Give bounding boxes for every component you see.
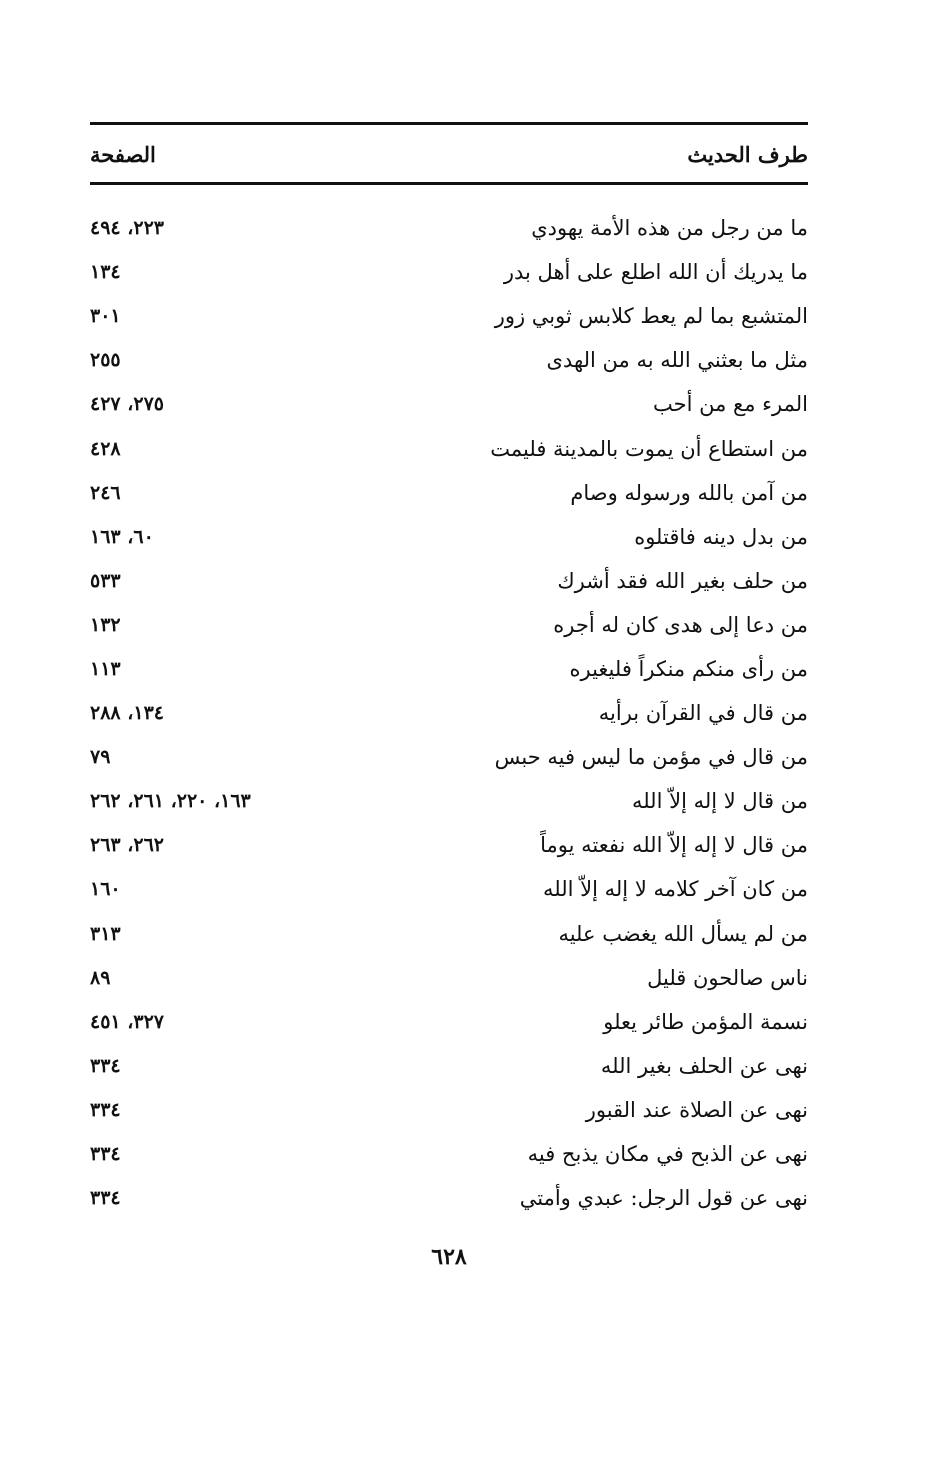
page-refs: ٢٢٣، ٤٩٤ [90, 217, 164, 240]
index-row [90, 603, 808, 647]
hadith-text: من دعا إلى هدى كان له أجره [553, 612, 808, 637]
page-refs: ١١٣ [90, 657, 121, 680]
page-refs: ٣٣٤ [90, 1187, 121, 1210]
page-refs: ٣٢٧، ٤٥١ [90, 1010, 164, 1033]
index-row [90, 823, 808, 867]
page-refs: ٥٣٣ [90, 569, 121, 592]
hadith-text: من قال لا إله إلاّ الله نفعته يوماً [540, 833, 808, 858]
index-row [90, 206, 808, 250]
page-refs: ٣٠١ [90, 305, 121, 328]
index-row [90, 338, 808, 382]
hadith-text: نهى عن الحلف بغير الله [600, 1053, 808, 1078]
hadith-text: ناس صالحون قليل [647, 965, 808, 990]
index-row [90, 912, 808, 956]
page-number: ٦٢٨ [431, 1244, 467, 1270]
header-rule [90, 182, 808, 185]
page-refs: ١٣٢ [90, 613, 121, 636]
index-row [90, 426, 808, 470]
page-refs: ٢٤٦ [90, 481, 121, 504]
index-row [90, 647, 808, 691]
index-row [90, 779, 808, 823]
hadith-text: من بدل دينه فاقتلوه [634, 524, 808, 549]
hadith-text: نهى عن الذبح في مكان يذبح فيه [527, 1142, 808, 1167]
index-row [90, 382, 808, 426]
hadith-text: ما يدريك أن الله اطلع على أهل بدر [503, 260, 808, 285]
index-row [90, 1088, 808, 1132]
table-header [90, 136, 808, 172]
hadith-text: نسمة المؤمن طائر يعلو [603, 1009, 808, 1034]
page-refs: ٧٩ [90, 746, 111, 769]
index-list [90, 206, 808, 1220]
page-refs: ١٣٤ [90, 261, 121, 284]
hadith-text: من استطاع أن يموت بالمدينة فليمت [490, 436, 808, 461]
index-row [90, 471, 808, 515]
page-column-header: الصفحة [90, 141, 156, 167]
hadith-text: نهى عن قول الرجل: عبدي وأمتي [519, 1186, 808, 1211]
page-refs: ٤٢٨ [90, 437, 121, 460]
page-refs: ٢٧٥، ٤٢٧ [90, 393, 164, 416]
index-row [90, 956, 808, 1000]
index-row [90, 1176, 808, 1220]
index-row [90, 1044, 808, 1088]
index-row [90, 559, 808, 603]
page-refs: ٣١٣ [90, 922, 121, 945]
top-rule [90, 122, 808, 125]
hadith-text: من لم يسأل الله يغضب عليه [558, 921, 808, 946]
index-row [90, 1132, 808, 1176]
page-refs: ١٣٤، ٢٨٨ [90, 702, 164, 725]
index-row [90, 691, 808, 735]
hadith-text: المرء مع من أحب [653, 392, 808, 417]
index-row [90, 250, 808, 294]
index-row [90, 867, 808, 911]
hadith-text: من قال لا إله إلاّ الله [631, 789, 808, 814]
page-refs: ١٦٠ [90, 878, 121, 901]
index-row [90, 735, 808, 779]
hadith-text: من رأى منكم منكراً فليغيره [569, 656, 808, 681]
page-refs: ٦٠، ١٦٣ [90, 525, 154, 548]
index-row [90, 515, 808, 559]
page-refs: ٢٥٥ [90, 349, 121, 372]
page-refs: ٣٣٤ [90, 1098, 121, 1121]
hadith-column-header: طرف الحديث [687, 141, 808, 167]
hadith-text: من آمن بالله ورسوله وصام [570, 480, 808, 505]
page-refs: ٣٣٤ [90, 1143, 121, 1166]
hadith-text: من كان آخر كلامه لا إله إلاّ الله [543, 877, 808, 902]
page-refs: ٢٦٢، ٢٦٣ [90, 834, 164, 857]
page-refs: ١٦٣، ٢٢٠، ٢٦١، ٢٦٢ [90, 790, 251, 813]
index-page [90, 0, 808, 1481]
page-refs: ٣٣٤ [90, 1054, 121, 1077]
hadith-text: ما من رجل من هذه الأمة يهودي [531, 216, 808, 241]
index-row [90, 1000, 808, 1044]
hadith-text: مثل ما بعثني الله به من الهدى [546, 348, 808, 373]
index-row [90, 294, 808, 338]
hadith-text: المتشبع بما لم يعط كلابس ثوبي زور [494, 304, 808, 329]
hadith-text: نهى عن الصلاة عند القبور [585, 1097, 808, 1122]
hadith-text: من قال في القرآن برأيه [598, 701, 808, 726]
page-refs: ٨٩ [90, 966, 111, 989]
hadith-text: من حلف بغير الله فقد أشرك [557, 568, 808, 593]
hadith-text: من قال في مؤمن ما ليس فيه حبس [494, 745, 808, 770]
